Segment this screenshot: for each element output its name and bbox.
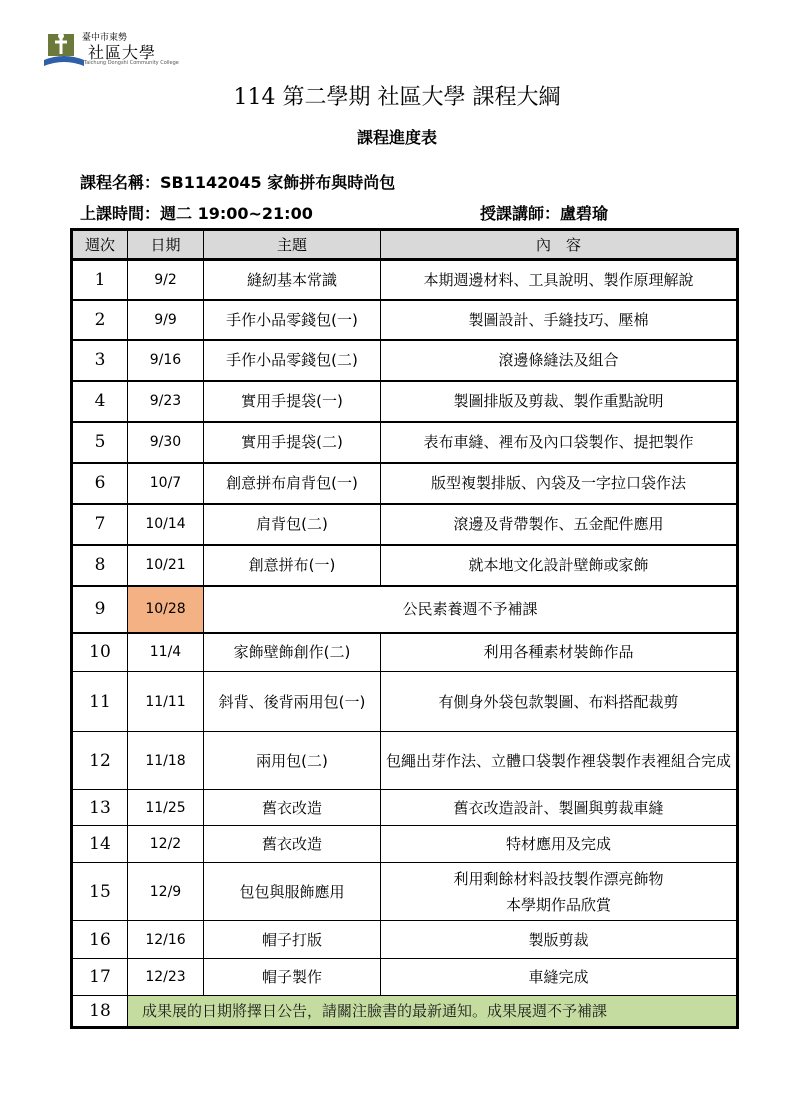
content-cell: 車縫完成 (381, 959, 738, 996)
logo-line-2: 社區大學 (88, 43, 157, 62)
final-note: 成果展的日期將擇日公告，請關注臉書的最新通知。成果展週不予補課 (128, 996, 738, 1028)
content-cell: 滾邊條縫法及組合 (381, 340, 738, 381)
table-row (72, 921, 738, 959)
topic-cell: 兩用包(二) (204, 732, 381, 790)
content-cell: 利用各種素材裝飾作品 (381, 633, 738, 672)
week-cell: 5 (72, 422, 128, 463)
topic-cell: 實用手提袋(一) (204, 381, 381, 422)
table-row (72, 732, 738, 790)
table-row (72, 300, 738, 340)
table-header-row (72, 230, 738, 260)
date-cell: 10/14 (128, 504, 204, 545)
table-row (72, 381, 738, 422)
content-cell: 滾邊及背帶製作、五金配件應用 (381, 504, 738, 545)
content-cell: 本期週邊材料、工具說明、製作原理解說 (381, 260, 738, 300)
week-cell: 18 (72, 996, 128, 1028)
header-content: 內 容 (381, 230, 738, 260)
table-row (72, 504, 738, 545)
content-cell: 製版剪裁 (381, 921, 738, 959)
logo-line-1: 臺中市東勢 (82, 33, 128, 43)
week-cell: 11 (72, 672, 128, 732)
holiday-note: 公民素養週不予補課 (204, 586, 738, 633)
logo (44, 30, 179, 70)
week-cell: 17 (72, 959, 128, 996)
week-cell: 10 (72, 633, 128, 672)
topic-cell: 包包與服飾應用 (204, 863, 381, 921)
week-cell: 6 (72, 463, 128, 504)
content-cell: 製圖設計、手縫技巧、壓棉 (381, 300, 738, 340)
date-cell: 11/11 (128, 672, 204, 732)
table-row (72, 959, 738, 996)
table-row (72, 422, 738, 463)
table-row (72, 260, 738, 300)
week-cell: 15 (72, 863, 128, 921)
content-line-1: 利用剩餘材料設技製作漂亮飾物 (453, 869, 664, 888)
final-row (72, 996, 738, 1028)
table-row (72, 863, 738, 921)
holiday-row (72, 586, 738, 633)
header-week: 週次 (72, 230, 128, 260)
topic-cell: 創意拼布(一) (204, 545, 381, 586)
table-row (72, 826, 738, 863)
content-cell: 特材應用及完成 (381, 826, 738, 863)
week-cell: 9 (72, 586, 128, 633)
schedule-table (70, 228, 739, 1029)
date-cell: 9/23 (128, 381, 204, 422)
topic-cell: 舊衣改造 (204, 826, 381, 863)
table-row (72, 633, 738, 672)
content-cell: 有側身外袋包款製圖、布料搭配裁剪 (381, 672, 738, 732)
date-cell: 9/9 (128, 300, 204, 340)
date-cell: 12/9 (128, 863, 204, 921)
logo-line-3: Taichung Dongshi Community College (84, 60, 179, 66)
week-cell: 7 (72, 504, 128, 545)
table-row (72, 463, 738, 504)
content-cell (381, 863, 738, 921)
week-cell: 12 (72, 732, 128, 790)
date-cell: 12/2 (128, 826, 204, 863)
date-cell: 9/16 (128, 340, 204, 381)
date-cell: 9/30 (128, 422, 204, 463)
course-name: 課程名稱：SB1142045 家飾拼布與時尚包 (80, 173, 396, 192)
week-cell: 13 (72, 790, 128, 826)
content-cell: 表布車縫、裡布及內口袋製作、提把製作 (381, 422, 738, 463)
content-cell: 就本地文化設計壁飾或家飾 (381, 545, 738, 586)
date-cell: 10/7 (128, 463, 204, 504)
topic-cell: 斜背、後背兩用包(一) (204, 672, 381, 732)
page-subtitle: 課程進度表 (356, 128, 437, 147)
content-cell: 舊衣改造設計、製圖與剪裁車縫 (381, 790, 738, 826)
date-cell: 12/16 (128, 921, 204, 959)
instructor: 授課講師：盧碧瑜 (480, 204, 609, 223)
date-cell: 9/2 (128, 260, 204, 300)
topic-cell: 手作小品零錢包(二) (204, 340, 381, 381)
week-cell: 14 (72, 826, 128, 863)
topic-cell: 家飾壁飾創作(二) (204, 633, 381, 672)
topic-cell: 肩背包(二) (204, 504, 381, 545)
topic-cell: 手作小品零錢包(一) (204, 300, 381, 340)
topic-cell: 舊衣改造 (204, 790, 381, 826)
table-row (72, 340, 738, 381)
table-row (72, 790, 738, 826)
content-cell: 版型複製排版、內袋及一字拉口袋作法 (381, 463, 738, 504)
page-title: 114 第二學期 社區大學 課程大綱 (233, 85, 561, 110)
date-cell: 11/18 (128, 732, 204, 790)
content-line-2: 本學期作品欣賞 (505, 895, 611, 914)
topic-cell: 縫紉基本常識 (204, 260, 381, 300)
date-cell-highlight: 10/28 (128, 586, 204, 633)
topic-cell: 創意拼布肩背包(一) (204, 463, 381, 504)
week-cell: 1 (72, 260, 128, 300)
header-topic: 主題 (204, 230, 381, 260)
date-cell: 11/25 (128, 790, 204, 826)
date-cell: 12/23 (128, 959, 204, 996)
topic-cell: 實用手提袋(二) (204, 422, 381, 463)
week-cell: 4 (72, 381, 128, 422)
content-cell: 製圖排版及剪裁、製作重點說明 (381, 381, 738, 422)
header-date: 日期 (128, 230, 204, 260)
week-cell: 8 (72, 545, 128, 586)
table-row (72, 672, 738, 732)
week-cell: 16 (72, 921, 128, 959)
date-cell: 10/21 (128, 545, 204, 586)
logo-emblem-icon (44, 30, 84, 70)
week-cell: 2 (72, 300, 128, 340)
topic-cell: 帽子製作 (204, 959, 381, 996)
content-cell: 包繩出芽作法、立體口袋製作裡袋製作表裡組合完成 (381, 732, 738, 790)
schedule-time: 上課時間：週二 19:00~21:00 (80, 204, 313, 223)
date-cell: 11/4 (128, 633, 204, 672)
topic-cell: 帽子打版 (204, 921, 381, 959)
table-row (72, 545, 738, 586)
week-cell: 3 (72, 340, 128, 381)
